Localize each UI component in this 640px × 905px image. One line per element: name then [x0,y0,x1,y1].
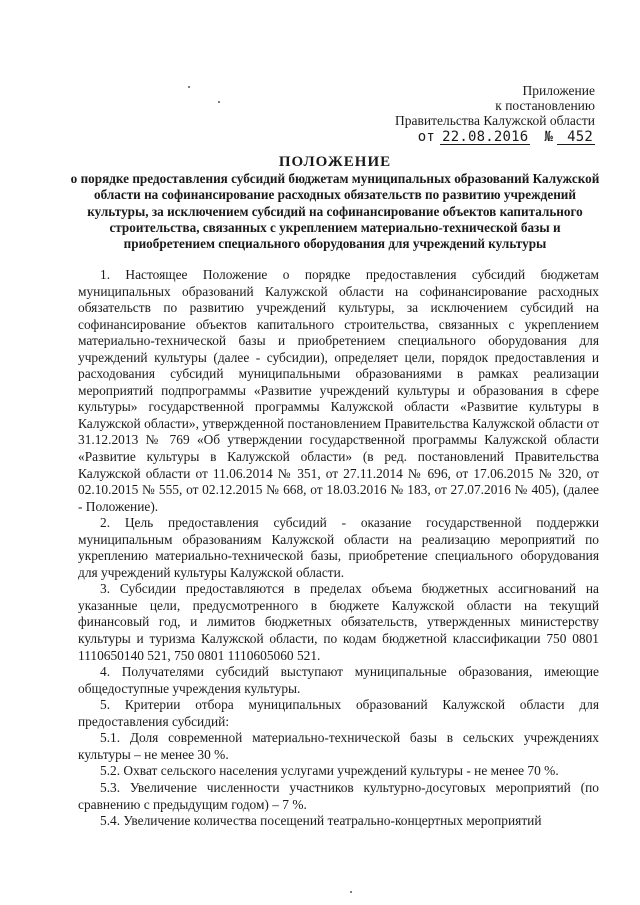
title-subject: о порядке предоставления субсидий бюджетам муниципальных образований Калужской области на софинансирование расходных обязательств по развитию учреждений культуры, за исключением субсидий на софинансирование объектов капитального строительства, связанных с укреплением материально-технической базы и приобретением специального оборудования для учреждений культуры [70,171,600,252]
paragraph-5-4: 5.4. Увеличение количества посещений театрально-концертных мероприятий [100,813,542,829]
paragraph-5-1: 5.1. Доля современной материально-технической базы в сельских учреждениях культуры – не менее 30 %. [78,730,599,762]
date-prefix: от [417,129,436,145]
attachment-block [395,83,595,145]
title-main: ПОЛОЖЕНИЕ [278,154,392,170]
paragraph-1: 1. Настоящее Положение о порядке предоставления субсидий бюджетам муниципальных образований Калужской области на софинансирование расходных обязательств по развитию учреждений культуры, за исключением субсидий на софинансирование объектов капитального строительства, связанных с укреплением материально-технической базы и приобретением специального оборудования для учреждений культуры (далее - субсидии), определяет цели, порядок предоставления и расходования субсидий муниципальными образованиями в рамках реализации мероприятий подпрограммы «Развитие учреждений культуры и образования в сфере культуры» государственной программы Калужской области «Развитие культуры в Калужской области», утвержденной постановлением Правительства Калужской области от 31.12.2013 № 769 «Об утверждении государственной программы Калужской области «Развитие культуры в Калужской области» (в ред. постановлений Правительства Калужской области от 11.06.2014 № 351, от 27.11.2014 № 696, от 17.06.2015 № 320, от 02.10.2015 № 555, от 02.12.2015 № 668, от 18.03.2016 № 183, от 27.07.2016 № 405), (далее - Положение). [78,267,599,514]
paragraph-5: 5. Критерии отбора муниципальных образований Калужской области для предоставления субсидий: [78,697,599,729]
document-body [78,267,599,830]
number-sign: № [544,129,553,145]
attachment-resolution-label: к постановлению [495,98,595,113]
paragraph-3: 3. Субсидии предоставляются в пределах объема бюджетных ассигнований на указанные цели, предусмотренного в бюджете Калужской области на текущий финансовый год, и лимитов бюджетных обязательств, утвержденных министерству культуры и туризма Калужской области, по кодам бюджетной классификации 750 0801 1110650140 521, 750 0801 1110605060 521. [78,581,599,663]
paragraph-4: 4. Получателями субсидий выступают муниципальные образования, имеющие общедоступные учреждения культуры. [78,664,599,696]
resolution-date: 22.08.2016 [442,129,529,145]
scan-speck [218,101,220,103]
resolution-number: 452 [557,130,595,145]
scan-speck [350,891,352,893]
paragraph-5-2: 5.2. Охват сельского населения услугами учреждений культуры - не менее 70 %. [100,763,559,779]
attachment-issuer: Правительства Калужской области [394,113,595,128]
paragraph-5-3: 5.3. Увеличение численности участников культурно-досуговых мероприятий (по сравнению с предыдущим годом) – 7 %. [78,779,599,812]
document-title [70,154,600,252]
paragraph-2: 2. Цель предоставления субсидий - оказание государственной поддержки муниципальным образованиям Калужской области на реализацию мероприятий по укреплению материально-технической базы, приобретение специального оборудования для учреждений культуры Калужской области. [78,515,599,580]
attachment-date-number [395,130,595,145]
scan-speck [188,86,190,88]
attachment-label: Приложение [522,83,595,98]
